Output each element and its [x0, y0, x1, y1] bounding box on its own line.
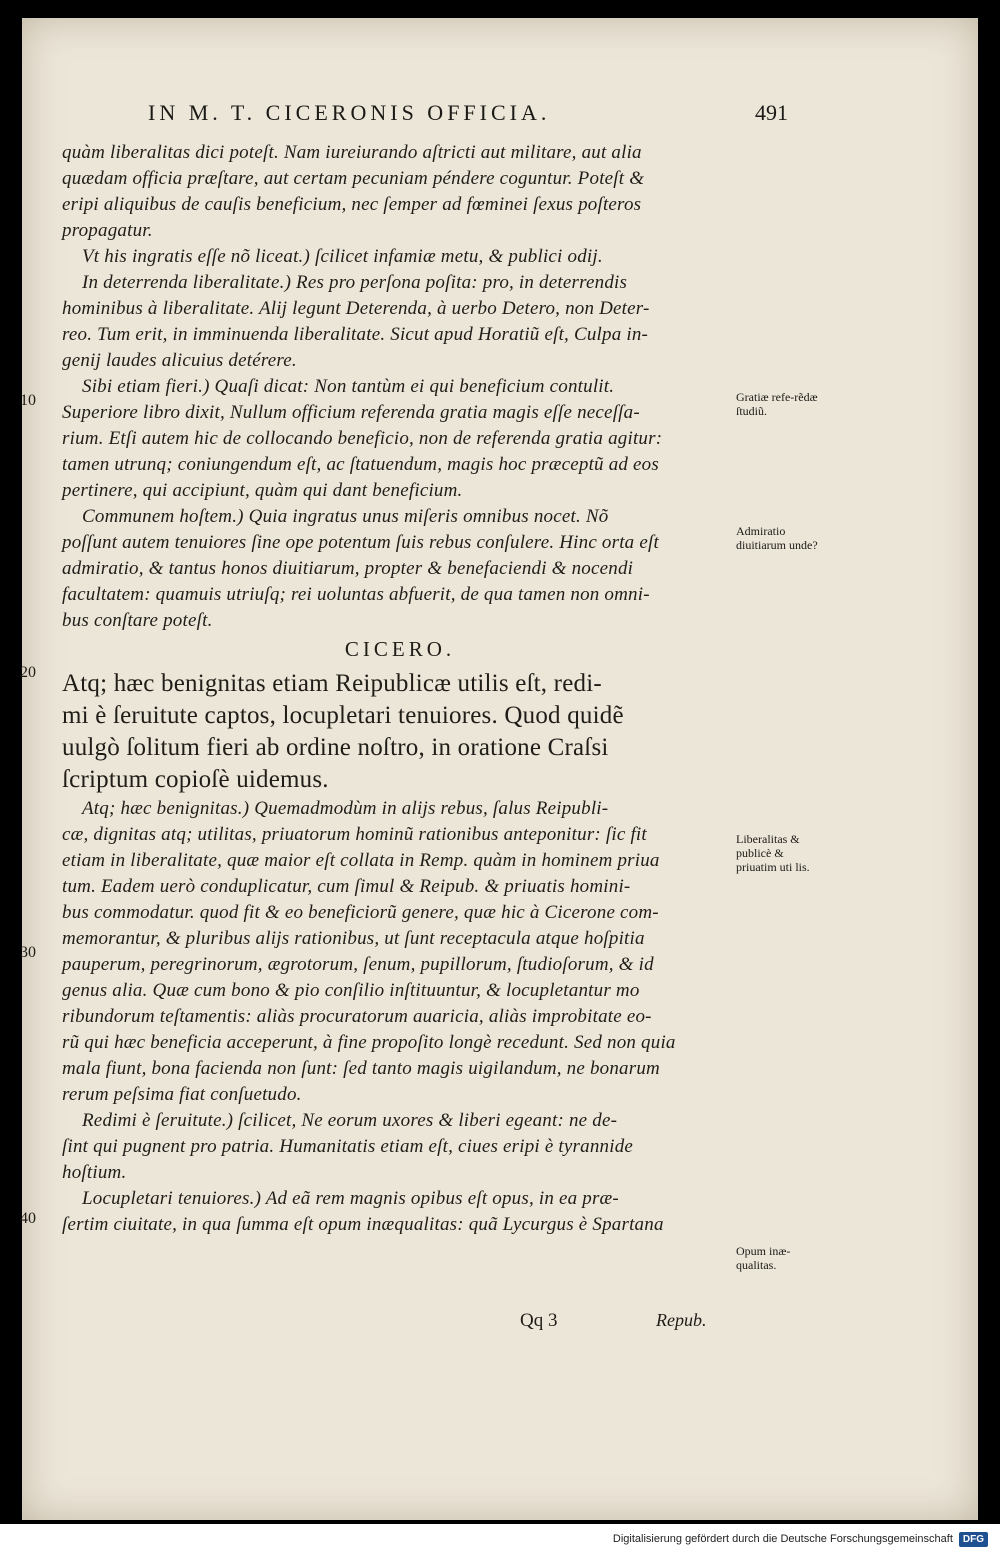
text-line: rium. Etſi autem hic de collocando beneficio, non de referenda gratia agitur: [62, 428, 663, 449]
cicero-text-line: Atq; hæc benignitas etiam Reipublicæ utilis eſt, redi- [62, 670, 602, 697]
cicero-text-line: ſcriptum copioſè uidemus. [62, 766, 329, 793]
text-line: ſertim ciuitate, in qua ſumma eſt opum inæqualitas: quã Lycurgus è Spartana [62, 1214, 664, 1235]
text-line: pertinere, qui accipiunt, quàm qui dant beneficium. [62, 480, 463, 501]
line-number: 10 [20, 392, 36, 409]
text-line: reo. Tum erit, in imminuenda liberalitate. Sicut apud Horatiũ eſt, Culpa in- [62, 324, 649, 345]
cicero-text-line: mi è ſeruitute captos, locupletari tenuiores. Quod quidẽ [62, 702, 624, 729]
funding-notice: Digitalisierung gefördert durch die Deutsche Forschungsgemeinschaft [612, 1533, 953, 1545]
text-line: quàm liberalitas dici poteſt. Nam iureiurando aſtricti aut militare, aut alia [62, 142, 642, 163]
text-line: rerum peſsima fiat conſuetudo. [62, 1084, 302, 1105]
text-line: ribundorum teſtamentis: aliàs procuratorum auaricia, aliàs improbitate eo- [62, 1006, 652, 1027]
text-line: genij laudes alicuius detérere. [62, 350, 297, 371]
running-title: IN M. T. CICERONIS OFFICIA. [148, 100, 551, 125]
text-line: cæ, dignitas atq; utilitas, priuatorum hominũ rationibus anteponitur: ſic fit [62, 824, 647, 845]
text-line: In deterrenda liberalitate.) Res pro perſona poſita: pro, in deterrendis [82, 272, 628, 293]
text-line: mala fiunt, bona facienda non ſunt: ſed tanto magis uigilandum, ne bonarum [62, 1058, 660, 1079]
margin-note: Opum inæ-qualitas. [736, 1244, 791, 1272]
text-line: Communem hoſtem.) Quia ingratus unus miſeris omnibus nocet. Nõ [82, 506, 609, 527]
text-line: rũ qui hæc beneficia acceperunt, à fine propoſito longè recedunt. Sed non quia [62, 1032, 676, 1053]
text-line: poſſunt autem tenuiores ſine ope potentum ſuis rebus conſulere. Hinc orta eſt [62, 532, 659, 553]
text-line: Vt his ingratis eſſe nõ liceat.) ſcilicet infamiæ metu, & publici odij. [82, 246, 603, 267]
text-line: facultatem: quamuis utriuſq; rei uoluntas abfuerit, de qua tamen non omni- [62, 584, 650, 605]
text-line: bus conſtare poteſt. [62, 610, 213, 631]
text-line: hominibus à liberalitate. Alij legunt Deterenda, à uerbo Detero, non Deter- [62, 298, 650, 319]
text-line: Locupletari tenuiores.) Ad eã rem magnis opibus eſt opus, in ea præ- [82, 1188, 619, 1209]
margin-note: Liberalitas & publicè & priuatim uti lis. [736, 832, 810, 874]
text-line: genus alia. Quæ cum bono & pio conſilio inſtituuntur, & locupletantur mo [62, 980, 640, 1001]
text-line: quædam officia præſtare, aut certam pecuniam péndere coguntur. Poteſt & [62, 168, 645, 189]
text-line: Atq; hæc benignitas.) Quemadmodùm in alijs rebus, ſalus Reipubli- [82, 798, 609, 819]
running-header [148, 100, 788, 140]
text-line: memorantur, & pluribus alijs rationibus, ut ſunt receptacula atque hoſpitia [62, 928, 645, 949]
text-line: Superiore libro dixit, Nullum officium referenda gratia magis eſſe neceſſa- [62, 402, 640, 423]
text-line: ſint qui pugnent pro patria. Humanitatis etiam eſt, ciues eripi è tyrannide [62, 1136, 634, 1157]
dfg-logo-icon: DFG [959, 1532, 988, 1547]
text-line: tamen utrunq; coniungendum eſt, ac ſtatuendum, magis hoc præceptũ ad eos [62, 454, 659, 475]
text-line: etiam in liberalitate, quæ maior eſt collata in Remp. quàm in hominem priua [62, 850, 660, 871]
text-line: Redimi è ſeruitute.) ſcilicet, Ne eorum uxores & liberi egeant: ne de- [82, 1110, 618, 1131]
signature-mark: Qq 3 [520, 1310, 558, 1331]
text-line: bus commodatur. quod fit & eo beneficiorũ genere, quæ hic à Cicerone com- [62, 902, 659, 923]
footer-bar [0, 1524, 1000, 1554]
cicero-text-line: uulgò ſolitum fieri ab ordine noſtro, in oratione Craſsi [62, 734, 609, 761]
page-number: 491 [755, 100, 788, 125]
catchword: Repub. [656, 1310, 707, 1330]
margin-note: Gratiæ refe-rẽdæ ſtudiũ. [736, 390, 818, 418]
margin-note: Admiratio diuitiarum unde? [736, 524, 818, 552]
text-line: tum. Eadem uerò conduplicatur, cum ſimul & Reipub. & priuatis homini- [62, 876, 631, 897]
text-line: hoſtium. [62, 1162, 127, 1183]
text-line: propagatur. [62, 220, 153, 241]
text-line: admiratio, & tantus honos diuitiarum, propter & benefaciendi & nocendi [62, 558, 634, 579]
line-number: 40 [20, 1210, 36, 1227]
commentary-text [62, 140, 738, 1238]
text-line: pauperum, peregrinorum, ægrotorum, ſenum, pupillorum, ſtudioſorum, & id [62, 954, 654, 975]
text-line: Sibi etiam fieri.) Quaſi dicat: Non tantùm ei qui beneficium contulit. [82, 376, 615, 397]
text-line: eripi aliquibus de cauſis beneficium, nec ſemper ad fœminei ſexus poſteros [62, 194, 642, 215]
section-heading: CICERO. [344, 637, 456, 661]
line-number: 30 [20, 944, 36, 961]
line-number: 20 [20, 664, 36, 681]
